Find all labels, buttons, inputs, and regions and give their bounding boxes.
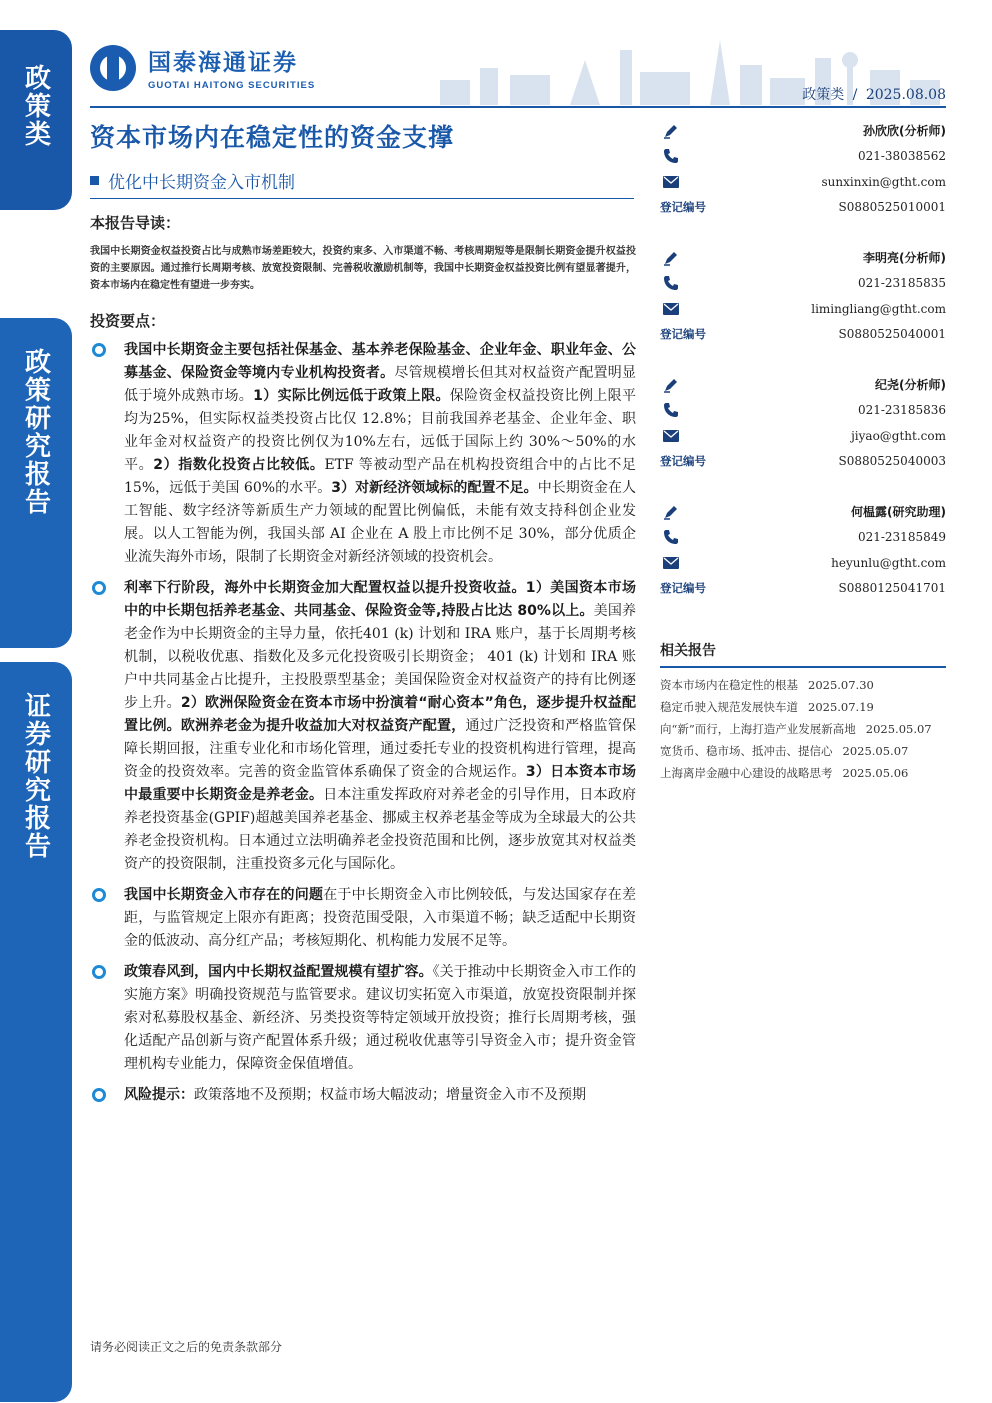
logo-name-cn: 国泰海通证券 (148, 50, 298, 76)
right-column (660, 118, 946, 786)
point-item (90, 339, 636, 569)
related-report-item[interactable] (660, 742, 946, 760)
point-lead: 利率下行阶段，海外中长期资金加大配置权益以提升投资收益。1）美国资本市场中的中长期包括养老基金、共同基金、保险资金等,持股占比达 80%以上。 (124, 580, 636, 619)
report-title: 资本市场内在稳定性的资金支撑 (90, 123, 455, 152)
report-category: 政策类 (802, 87, 845, 103)
email-icon (660, 554, 682, 572)
pen-icon (660, 503, 682, 521)
bullet-circle-icon (92, 343, 106, 357)
analyst-email[interactable]: heyunlu@gtht.com (831, 555, 946, 570)
analyst-phone: 021-23185835 (857, 276, 946, 291)
analyst-name: 纪尧(分析师) (875, 378, 946, 393)
analyst-name: 何榅露(研究助理) (851, 505, 946, 520)
point-text: 中长期资金在人工智能、数字经济等新质生产力领域的配置比例偏低，未能有效支持科创企业发展。以人工智能为例，我国头部 AI 企业在 A 股上市比例不足 30%，部分优质企业流失海外市场，限制了长期资金对新经济领域的投资机会。 (124, 480, 636, 565)
point-text: 在于中长期资金入市比例较低，与发达国家存在差距，与监管规定上限亦有距离；投资范围受限，入市渠道不畅；缺乏适配中长期资金的低波动、高分红产品；考核短期化、机构能力发展不足等。 (124, 887, 637, 949)
phone-icon (660, 147, 682, 165)
guide-heading: 本报告导读： (90, 214, 181, 232)
sidebar-category-tab (0, 30, 72, 210)
related-heading: 相关报告 (660, 640, 946, 668)
pen-icon (660, 376, 682, 394)
bullet-circle-icon (92, 965, 106, 979)
related-report-title[interactable]: 向“新”而行，上海打造产业发展新高地 (660, 722, 856, 736)
analyst-email[interactable]: jiyao@gtht.com (851, 428, 946, 443)
point-item (90, 961, 636, 1076)
email-icon (660, 173, 682, 191)
point-text: 通过广泛投资和严格监管保障长期回报，注重专业化和市场化管理，通过委托专业的投资机构进行管理，提高资金的投资效率。完善的资金监管体系确保了资金的合规运作。 (124, 718, 636, 780)
analyst-card (660, 372, 946, 499)
analyst-phone: 021-23185836 (857, 403, 946, 418)
related-report-title[interactable]: 稳定币驶入规范发展快车道 (660, 700, 798, 714)
analyst-name: 孙欣欣(分析师) (863, 124, 946, 139)
risk-text: 政策落地不及预期；权益市场大幅波动；增量资金入市不及预期 (194, 1087, 586, 1103)
registration-number: S0880125041701 (838, 581, 946, 596)
related-report-item[interactable] (660, 676, 946, 694)
pen-icon (660, 122, 682, 140)
analyst-phone: 021-38038562 (857, 149, 946, 164)
bullet-circle-icon (92, 1088, 106, 1102)
point-item (90, 884, 636, 953)
registration-number: S0880525010001 (838, 200, 946, 215)
phone-icon (660, 528, 682, 546)
related-report-item[interactable] (660, 720, 946, 738)
registration-label: 登记编号 (660, 327, 706, 342)
subtitle-square-icon (90, 176, 99, 185)
point-lead: 政策春风到，国内中长期权益配置规模有望扩容。 (124, 964, 433, 980)
report-meta (802, 84, 946, 104)
risk-lead: 风险提示： (124, 1087, 194, 1103)
point-text: 尽管规模增长但其对权益资产配置明显低于境外成熟市场。 (124, 365, 637, 404)
analyst-phone: 021-23185849 (857, 530, 946, 545)
related-report-date: 2025.05.07 (865, 722, 932, 736)
email-icon (660, 300, 682, 318)
logo-mark-icon (90, 45, 136, 91)
risk-item (90, 1084, 636, 1107)
related-report-item[interactable] (660, 698, 946, 716)
registration-number: S0880525040001 (838, 327, 946, 342)
analyst-card (660, 118, 946, 245)
related-report-date: 2025.05.07 (842, 744, 909, 758)
related-report-title[interactable]: 宽货币、稳市场、抵冲击、提信心 (660, 744, 833, 758)
registration-label: 登记编号 (660, 200, 706, 215)
email-icon (660, 427, 682, 445)
left-sidebar (0, 0, 72, 1403)
phone-icon (660, 274, 682, 292)
related-report-date: 2025.07.19 (808, 700, 874, 714)
related-report-date: 2025.07.30 (808, 678, 874, 692)
point-item (90, 577, 636, 876)
point-highlight: 3）日本资本市场中最重要中长期资金是养老金。 (124, 764, 637, 803)
point-lead: 我国中长期资金入市存在的问题 (124, 887, 324, 903)
point-highlight: 3）对新经济领域标的配置不足。 (331, 480, 538, 496)
registration-label: 登记编号 (660, 581, 706, 596)
report-date: 2025.08.08 (865, 87, 946, 103)
analyst-card (660, 499, 946, 626)
meta-separator: / (852, 87, 858, 103)
company-logo (90, 44, 315, 91)
point-text: 保险资金权益投资比例上限平均为25%，但实际权益类投资占比仅 12.8%；目前我国养老基金、企业年金、职业年金对权益资产的投资比例仅为10%左右，远低于国际上约 30%～50%的水平。 (124, 388, 636, 473)
related-report-title[interactable]: 资本市场内在稳定性的根基 (660, 678, 798, 692)
guide-text: 我国中长期资金权益投资占比与成熟市场差距较大，投资约束多、入市渠道不畅、考核周期短等是限制长期资金提升权益投资的主要原因。通过推行长周期考核、放宽投资限制、完善税收激励机制等，我国中长期资金权益投资比例有望显著提升，资本市场内在稳定性有望进一步夯实。 (90, 246, 636, 291)
bullet-circle-icon (92, 888, 106, 902)
header-divider (90, 106, 946, 108)
analyst-card (660, 245, 946, 372)
sidebar-report-type-label: 政策研究报告 (20, 348, 51, 516)
pen-icon (660, 249, 682, 267)
analyst-name: 李明亮(分析师) (863, 251, 946, 266)
related-list (660, 676, 946, 782)
sidebar-securities-label: 证券研究报告 (20, 692, 51, 860)
point-highlight: 1）实际比例远低于政策上限。 (253, 388, 450, 404)
registration-number: S0880525040003 (838, 454, 946, 469)
sidebar-category-label: 政策类 (20, 64, 51, 148)
logo-name-en: GUOTAI HAITONG SECURITIES (148, 80, 316, 91)
report-subtitle (90, 168, 295, 193)
analyst-email[interactable]: limingliang@gtht.com (811, 301, 946, 316)
registration-label: 登记编号 (660, 454, 706, 469)
disclaimer-note: 请务必阅读正文之后的免责条款部分 (90, 1340, 283, 1354)
point-highlight: 2）指数化投资占比较低。 (153, 457, 325, 473)
main-column (90, 212, 636, 1107)
sidebar-securities-tab (0, 662, 72, 1402)
point-text: 日本注重发挥政府对养老金的引导作用，日本政府养老投资基金(GPIF)超越美国养老基金、挪威主权养老基金等成为全球最大的公共养老金投资机构。日本通过立法明确养老金投资范围和比例，逐步放宽其对权益类资产的投资限制，注重投资多元化与国际化。 (124, 787, 637, 872)
bullet-circle-icon (92, 581, 106, 595)
point-highlight: 2）欧洲保险资金在资本市场中扮演着“耐心资本”角色，逐步提升权益配置比例。欧洲养老金为提升收益加大对权益资产配置， (124, 695, 636, 734)
analyst-email[interactable]: sunxinxin@gtht.com (821, 174, 946, 189)
point-text: ETF 等被动型产品在机构投资组合中的占比不足 15%，远低于美国 60%的水平。 (124, 457, 636, 496)
point-text: 美国养老金作为中长期资金的主导力量，依托401 (k) 计划和 IRA 账户，基于长周期考核机制，以税收优惠、指数化及多元化投资吸引长期资金； 401 (k) 计划和 IRA 账户中共同基金占比提升，主投股票型基金；美国保险资金对权益资产的持有比例逐步上升。 (124, 603, 637, 711)
analyst-list (660, 118, 946, 626)
subtitle-text: 优化中长期资金入市机制 (108, 173, 295, 193)
subtitle-divider (90, 198, 634, 199)
related-report-item[interactable] (660, 764, 946, 782)
related-report-date: 2025.05.06 (842, 766, 909, 780)
point-text: 《关于推动中长期资金入市工作的实施方案》明确投资规范与监管要求。建议切实拓宽入市渠道，放宽投资限制并探索对私募股权基金、新经济、另类投资等特定领域开放投资；推行长周期考核，强化适配产品创新与资产配置体系升级；通过税收优惠等引导资金入市；提升资金管理机构专业能力，保障资金保值增值。 (124, 964, 637, 1072)
phone-icon (660, 401, 682, 419)
sidebar-report-type-tab (0, 318, 72, 648)
point-lead: 我国中长期资金主要包括社保基金、基本养老保险基金、企业年金、职业年金、公募基金、保险资金等境内专业机构投资者。 (124, 342, 636, 381)
related-report-title[interactable]: 上海离岸金融中心建设的战略思考 (660, 766, 833, 780)
points-heading: 投资要点： (90, 312, 166, 330)
